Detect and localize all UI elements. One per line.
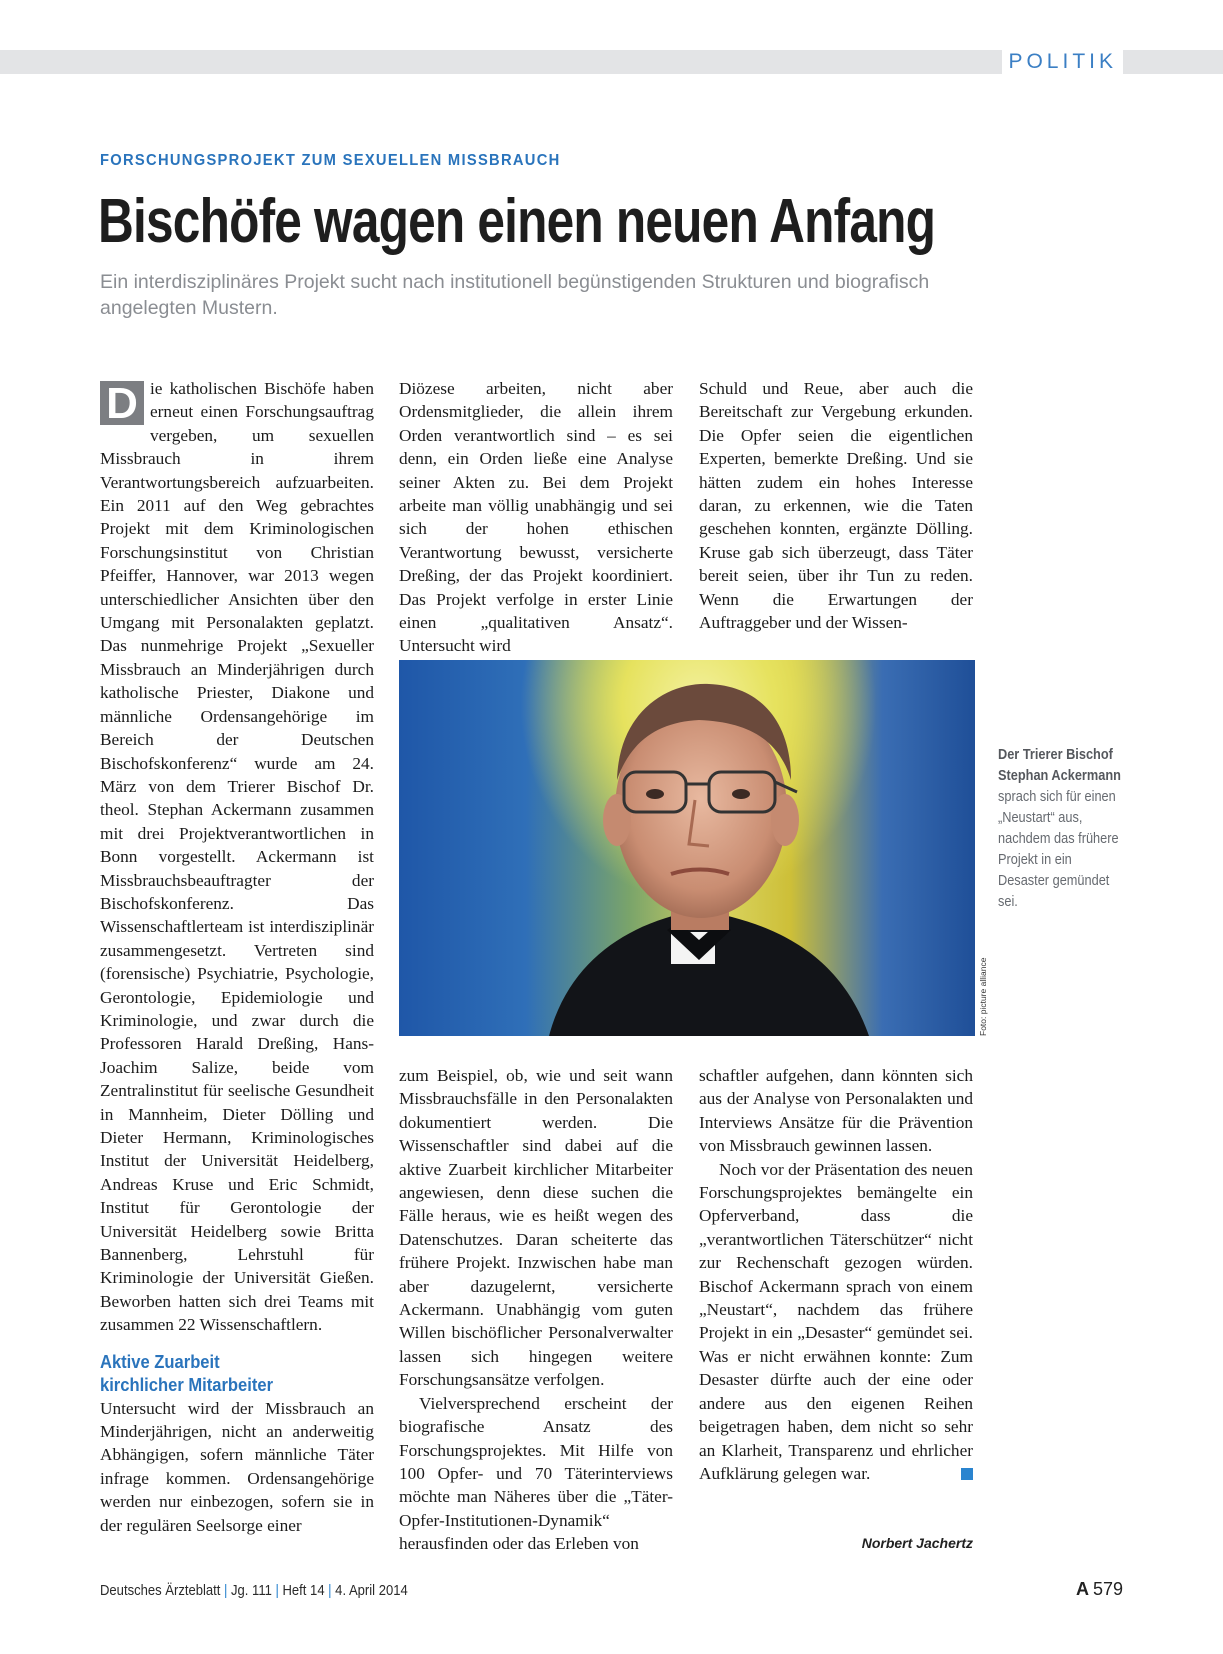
portrait-photo bbox=[399, 660, 975, 1036]
paragraph bbox=[699, 1158, 973, 1486]
separator: | bbox=[224, 1583, 228, 1599]
column-3-bottom bbox=[699, 1064, 973, 1485]
paragraph: schaftler aufgehen, dann könnten sich aus der Analyse von Personalakten und Interviews Ansätze für die Prävention von Missbrauch gewinnen lassen. bbox=[699, 1066, 973, 1156]
paragraph-text: Noch vor der Präsentation des neuen Forschungsprojektes bemängelte ein Opferverband, dass die „verantwortlichen Täterschützer“ nicht zur Rechenschaft gezogen würden. Bischof Ackermann sprach von einem „Neustart“, nachdem das frühere Projekt in ein „Desaster“ gemündet sei. Was er nicht erwähnen konnte: Zum Desaster dürfte auch der eine oder andere aus den eigenen Reihen beigetragen haben, dem nicht so sehr an Klarheit, Transparenz und ehrlicher Aufklärung gelegen war. bbox=[699, 1159, 973, 1483]
photo-caption bbox=[998, 745, 1121, 913]
column-1 bbox=[100, 377, 374, 1537]
paragraph: Vielversprechend erscheint der biografische Ansatz des Forschungsprojektes. Mit Hilfe von 100 Opfer- und 70 Täterinterviews möchte man Näheres über die „Täter-Opfer-Institutionen-Dynamik“ herausfinden oder das Erleben von bbox=[399, 1393, 673, 1554]
separator: | bbox=[275, 1583, 279, 1599]
author-byline: Norbert Jachertz bbox=[861, 1535, 973, 1551]
volume: Jg. 111 bbox=[231, 1583, 272, 1599]
separator: | bbox=[328, 1583, 332, 1599]
subheading-line: Aktive Zuarbeit bbox=[100, 1351, 220, 1372]
paragraph: Schuld und Reue, aber auch die Bereitschaft zur Vergebung erkunden. Die Opfer seien die eigentlichen Experten, bemerkte Dreßing. Und sie hätten zudem ein hohes Interesse daran, zu erkennen, wie die Taten geschehen konnten, ergänzte Dölling. Kruse gab sich überzeugt, dass Täter bereit seien, über ihr Tun zu reden. Wenn die Erwartungen der Auftraggeber und der Wissen- bbox=[699, 379, 973, 633]
caption-text: sprach sich für einen „Neustart“ aus, nachdem das frühere Projekt in ein Desaster gemündet sei. bbox=[998, 789, 1119, 910]
subheading-line: kirchlicher Mitarbeiter bbox=[100, 1374, 274, 1395]
journal-name: Deutsches Ärzteblatt bbox=[100, 1583, 221, 1599]
issue-date: 4. April 2014 bbox=[335, 1583, 408, 1599]
section-label: POLITIK bbox=[1002, 48, 1123, 76]
photo-credit: Foto: picture alliance bbox=[978, 957, 988, 1036]
paragraph: Diözese arbeiten, nicht aber Ordensmitglieder, die allein ihrem Orden verantwortlich sind – es sei denn, ein Orden ließe eine Analyse seiner Akten zu. Bei dem Projekt arbeite man völlig unabhängig und sei sich der hohen ethischen Verantwortung bewusst, versicherte Dreßing, der das Projekt koordiniert. Das Projekt verfolge in erster Linie einen „qualitativen Ansatz“. Untersucht wird bbox=[399, 379, 673, 656]
page-prefix: A bbox=[1075, 1579, 1089, 1599]
page-number-value: 579 bbox=[1092, 1579, 1123, 1599]
paragraph bbox=[100, 377, 374, 1337]
column-3-top bbox=[699, 377, 973, 634]
issue: Heft 14 bbox=[282, 1583, 325, 1599]
caption-name: Der Trierer Bischof Stephan Ackermann bbox=[998, 747, 1121, 784]
paragraph-text: ie katholischen Bischöfe haben erneut einen Forschungsauftrag vergeben, um sexuellen Missbrauch in ihrem Verantwortungsbereich aufzuarbeiten. Ein 2011 auf den Weg gebrachtes Projekt mit dem Kriminologischen Forschungsinstitut von Christian Pfeiffer, Hannover, war 2013 wegen unterschiedlicher Ansichten über den Umgang mit Personalakten geplatzt. Das nunmehrige Projekt „Sexueller Missbrauch an Minderjährigen durch katholische Priester, Diakone und männliche Ordensangehörige im Bereich der Deutschen Bischofskonferenz“ wurde am 24. März von dem Trierer Bischof Dr. theol. Stephan Ackermann zusammen mit drei Projektverantwortlichen in Bonn vorgestellt. Ackermann ist Missbrauchsbeauftragter der Bischofskonferenz. Das Wissenschaftlerteam ist interdisziplinär zusammengesetzt. Vertreten sind (forensische) Psychiatrie, Psychologie, Gerontologie, Epidemiologie und Kriminologie, und zwar durch die Professoren Harald Dreßing, Hans-Joachim Salize, beide vom Zentralinstitut für seelische Gesundheit in Mannheim, Dieter Dölling und Dieter Hermann, Kriminologisches Institut der Universität Heidelberg, Andreas Kruse und Eric Schmidt, Institut für Gerontologie der Universität Heidelberg sowie Britta Bannenberg, Lehrstuhl für Kriminologie der Universität Gießen. Beworben hatten sich drei Teams mit zusammen 22 Wissenschaftlern. bbox=[100, 379, 374, 1335]
drop-cap: D bbox=[100, 381, 144, 425]
footer-citation bbox=[100, 1583, 408, 1599]
page-number bbox=[1076, 1579, 1123, 1600]
column-2-top bbox=[399, 377, 673, 658]
article-deck: Ein interdisziplinäres Projekt sucht nach institutionell begünstigenden Strukturen und biografisch angelegten Mustern. bbox=[100, 271, 930, 319]
paragraph: zum Beispiel, ob, wie und seit wann Missbrauchsfälle in den Personalakten dokumentiert werden. Die Wissenschaftler sind dabei auf die aktive Zuarbeit kirchlicher Mitarbeiter angewiesen, denn diese suchen die Fälle heraus, wie es heißt wegen des Datenschutzes. Daran scheiterte das frühere Projekt. Inzwischen habe man aber dazugelernt, versicherte Ackermann. Unabhängig vom guten Willen bischöflicher Personalverwalter lassen sich hingegen weitere Forschungsansätze verfolgen. bbox=[399, 1066, 673, 1390]
column-2-bottom bbox=[399, 1064, 673, 1556]
subheading bbox=[100, 1351, 352, 1397]
end-mark-icon bbox=[961, 1468, 973, 1480]
portrait-illustration bbox=[399, 660, 975, 1036]
article-title: Bischöfe wagen einen neuen Anfang bbox=[98, 187, 936, 256]
article-kicker: FORSCHUNGSPROJEKT ZUM SEXUELLEN MISSBRAUCH bbox=[100, 152, 561, 169]
paragraph: Untersucht wird der Missbrauch an Minderjährigen, nicht an anderweitig Abhängigen, sofern männliche Täter infrage kommen. Ordensangehörige werden nur einbezogen, sofern sie in der regulären Seelsorge einer bbox=[100, 1398, 374, 1535]
